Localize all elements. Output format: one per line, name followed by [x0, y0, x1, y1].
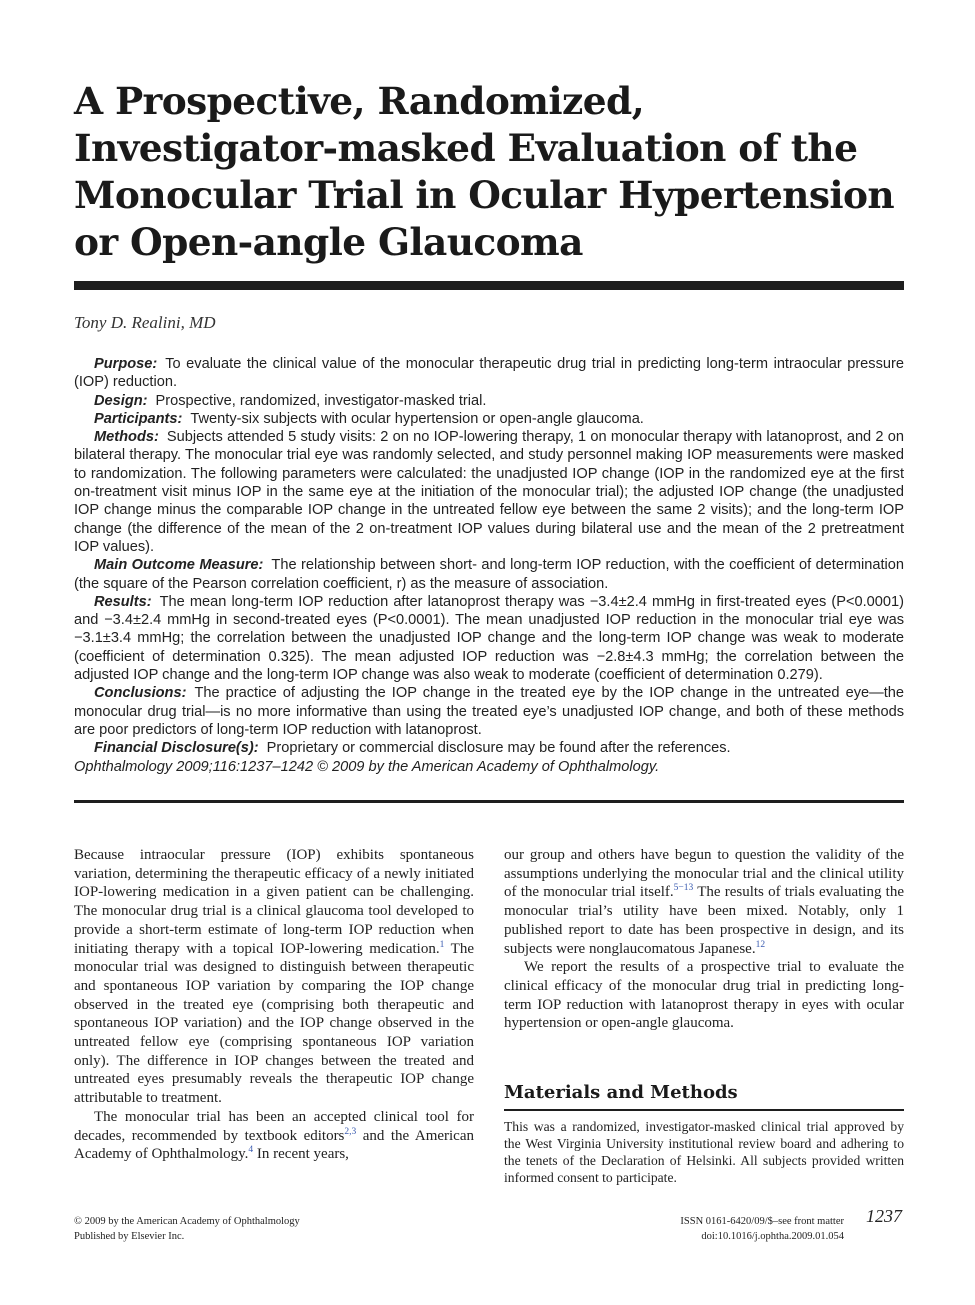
results-text: The mean long-term IOP reduction after latanoprost therapy was −3.4±2.4 mmHg in first-treated eyes (P<0.0001) and −3.4±2.4 mmHg in second-treated eyes (P<0.0001). The mean unadjusted IOP reduction in the monocular trial eye was −3.1±3.4 mmHg; the correlation between the unadjusted IOP change and the long-term IOP change was weak to moderate (coefficient of determination 0.325). The mean adjusted IOP reduction was −2.8±4.3 mmHg; the correlation between the adjusted IOP change and the long-term IOP change was also weak to moderate (coefficient of determination 0.279). — [74, 593, 904, 684]
footer-publisher: Published by Elsevier Inc. — [74, 1231, 185, 1242]
abstract-purpose — [74, 355, 904, 392]
title-rule — [74, 281, 904, 290]
intro-p1-text-a: Because intraocular pressure (IOP) exhibits spontaneous variation, determining the therapeutic efficacy of a newly initiated IOP-lowering medication in a given patient can be challenging. The monocular drug trial is a clinical glaucoma tool developed to provide a short-term estimate of long-term IOP reduction when initiating therapy with a topical IOP-lowering medication. — [74, 847, 474, 957]
abstract-conclusions — [74, 684, 904, 739]
body-column-right — [504, 846, 904, 1033]
abstract-results — [74, 593, 904, 684]
section-heading-methods: Materials and Methods — [504, 1082, 738, 1103]
intro-p1-text-b: The monocular trial was designed to distinguish between therapeutic and spontaneous IOP variation by comparing the IOP change observed in the treated eye (comprising both therapeutic and spontaneous IOP variation) and the IOP change observed in the untreated fellow eye (comprising spontaneous IOP variation only). The difference in IOP changes between the treated and untreated eyes presumably reveals the therapeutic IOP change attributable to treatment. — [74, 940, 474, 1107]
article-title: A Prospective, Randomized, Investigator-masked Evaluation of the Monocular Trial in Ocular Hypertension or Open-angle Glaucoma — [74, 79, 895, 264]
intro-paragraph-1 — [74, 846, 474, 1108]
purpose-text: To evaluate the clinical value of the monocular therapeutic drug trial in predicting long-term intraocular pressure (IOP) reduction. — [74, 356, 904, 391]
design-label: Design: — [94, 392, 148, 409]
outcome-label: Main Outcome Measure: — [94, 557, 264, 574]
footer-doi[interactable]: doi:10.1016/j.ophtha.2009.01.054 — [701, 1231, 844, 1242]
methods-paragraph-1: This was a randomized, investigator-masked clinical trial approved by the West Virginia University institutional review board and adhering to the tenets of the Declaration of Helsinki. All subjects provided written informed consent to participate. — [504, 1119, 904, 1185]
author-line: Tony D. Realini, MD — [74, 313, 216, 332]
reference-link-1[interactable]: 1 — [439, 939, 445, 950]
intro-paragraph-3: We report the results of a prospective trial to evaluate the clinical efficacy of the monocular drug trial in predicting long-term IOP reduction with latanoprost therapy in eyes with ocular hypertension or open-angle glaucoma. — [504, 959, 904, 1032]
reference-link-4[interactable]: 4 — [248, 1145, 254, 1156]
methods-label: Methods: — [94, 429, 159, 446]
intro-p2-text-a: The monocular trial has been an accepted clinical tool for decades, recommended by textbook editors — [74, 1108, 474, 1144]
disclosure-label: Financial Disclosure(s): — [94, 740, 259, 757]
footer-left — [74, 1214, 300, 1244]
disclosure-text: Proprietary or commercial disclosure may be found after the references. — [266, 740, 731, 757]
design-text: Prospective, randomized, investigator-masked trial. — [155, 392, 487, 409]
intro-paragraph-2-continued — [504, 846, 904, 958]
methods-text: Subjects attended 5 study visits: 2 on no IOP-lowering therapy, 1 on monocular therapy with latanoprost, and 2 on bilateral therapy. The monocular trial eye was randomly selected, and study personnel making IOP measurements were masked to randomization. The following parameters were calculated: the unadjusted IOP change (IOP in the randomized eye at the first on-treatment visit minus IOP in the same eye at the initiation of the monocular trial); the adjusted IOP change (the unadjusted IOP change minus the comparable IOP change in the untreated fellow eye between the same 2 visits); and the long-term IOP change (the difference of the mean of the 2 on-treatment IOP values during bilateral use and the mean of the 2 pretreatment IOP values). — [74, 429, 904, 555]
conclusions-text: The practice of adjusting the IOP change in the treated eye by the IOP change in the untreated eye—the monocular drug trial—is no more informative than using the treated eye’s unadjusted IOP change, and both of these methods are poor predictors of long-term IOP reduction with latanoprost. — [74, 685, 904, 738]
intro-p2c-text-b: The results of trials evaluating the monocular trial’s utility have been mixed. Notably, only 1 published report to date has been prospective in design, and its subjects were nonglaucomatous Japanese. — [504, 884, 904, 957]
abstract-outcome — [74, 556, 904, 593]
reference-link-5-13[interactable]: 5−13 — [673, 883, 694, 894]
reference-link-2-3[interactable]: 2,3 — [344, 1126, 357, 1137]
abstract-methods — [74, 428, 904, 556]
reference-link-12[interactable]: 12 — [755, 939, 766, 950]
footer-right — [600, 1214, 844, 1244]
intro-paragraph-2 — [74, 1108, 474, 1164]
abstract-design — [74, 392, 904, 410]
abstract-participants — [74, 410, 904, 428]
body-column-left — [74, 846, 474, 1164]
participants-text: Twenty-six subjects with ocular hypertension or open-angle glaucoma. — [190, 410, 644, 427]
intro-p2c-text-a: our group and others have begun to question the validity of the assumptions underlying the monocular trial and the clinical utility of the monocular trial itself. — [504, 847, 904, 901]
conclusions-label: Conclusions: — [94, 685, 187, 702]
abstract-rule — [74, 800, 904, 803]
footer-copyright: © 2009 by the American Academy of Ophthalmology — [74, 1216, 300, 1227]
page-number: 1237 — [866, 1206, 902, 1226]
intro-p2-text-c: In recent years, — [253, 1146, 349, 1163]
intro-p2-text-b: and the American Academy of Ophthalmology. — [74, 1127, 474, 1163]
results-label: Results: — [94, 593, 152, 610]
purpose-label: Purpose: — [94, 356, 158, 372]
abstract-disclosure — [74, 739, 904, 757]
journal-citation: Ophthalmology 2009;116:1237–1242 © 2009 by the American Academy of Ophthalmology. — [74, 758, 660, 775]
footer-issn: ISSN 0161-6420/09/$–see front matter — [680, 1216, 844, 1227]
participants-label: Participants: — [94, 410, 183, 427]
abstract — [74, 355, 904, 776]
outcome-text: The relationship between short- and long-term IOP reduction, with the coefficient of determination (the square of the Pearson correlation coefficient, r) as the measure of association. — [74, 557, 904, 592]
section-rule — [504, 1109, 904, 1111]
